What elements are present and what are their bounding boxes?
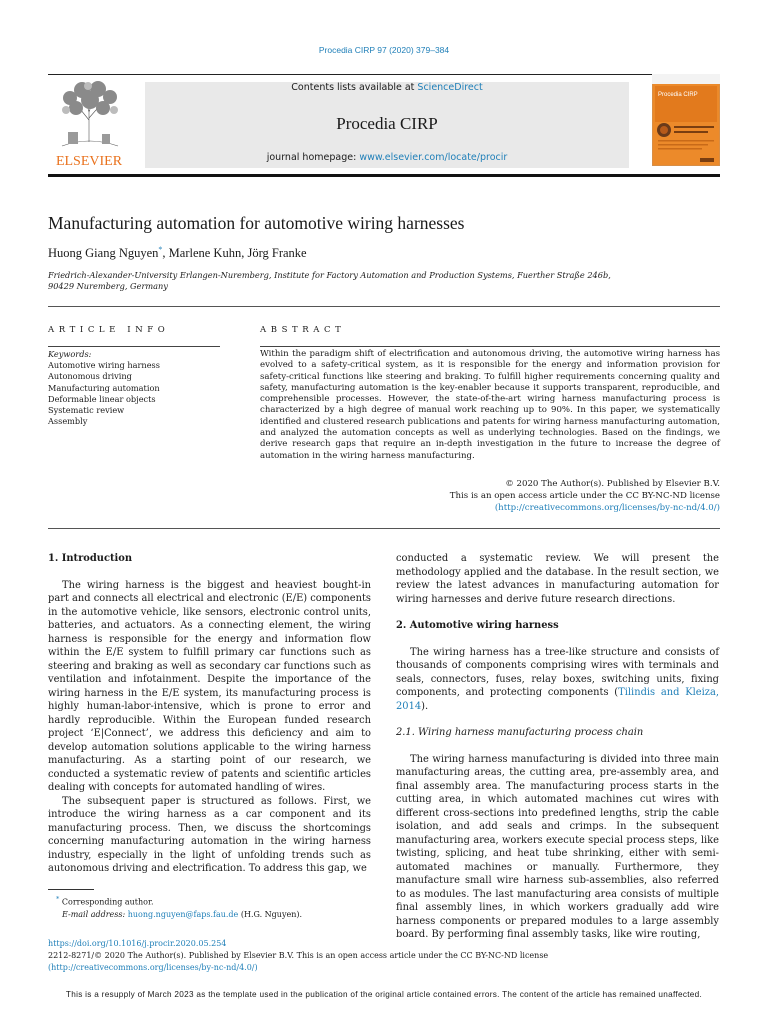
article-title: Manufacturing automation for automotive wiring harnesses <box>48 213 465 233</box>
footnote-rule <box>48 889 94 890</box>
copyright-block <box>260 478 720 515</box>
license-link[interactable]: (http://creativecommons.org/licenses/by-nc-nd/4.0/) <box>494 503 720 514</box>
paragraph-intro-1: The wiring harness is the biggest and heaviest bought-in part and connects all electrical and electronic (E/E) components in the automotive vehicle, like sensors, electronic control units, batteries, and actuators. As a connecting element, the wiring harness is responsible for the energy and information flow within the E/E system to fulfill primary car functions such as steering and braking as well as secondary car functions such as ventilation and infotainment. Despite the importance of the wiring harness in the E/E system, its manufacturing process is highly human-labor-intensive, which is prone to error and hardly reproducible. Within the European funded research project ‘E|Connect’, we address this deficiency and aim to develop automation solutions applicable to the wiring harness manufacturing. As a starting point of our research, we conducted a systematic review of patents and scientific articles dealing with concepts for automated handling of wires. <box>48 579 371 793</box>
email-owner: (H.G. Nguyen). <box>238 909 303 919</box>
keyword-item: Deformable linear objects <box>48 393 156 404</box>
keyword-item: Autonomous driving <box>48 371 132 382</box>
email-label: E-mail address: <box>62 909 128 919</box>
citation-link[interactable]: Tilindis and Kleiza, 2014 <box>396 687 719 712</box>
email-link[interactable]: huong.nguyen@faps.fau.de <box>127 909 239 919</box>
homepage-link[interactable]: www.elsevier.com/locate/procir <box>359 152 508 163</box>
author-list <box>48 245 720 261</box>
keyword-item: Manufacturing automation <box>48 382 160 393</box>
paragraph-sec2-end: ). <box>421 700 429 712</box>
section-heading-introduction: 1. Introduction <box>48 553 133 564</box>
other-authors: , Marlene Kuhn, Jörg Franke <box>162 246 307 261</box>
corresponding-author-label: Corresponding author. <box>61 897 154 907</box>
subsection-heading-process-chain: 2.1. Wiring harness manufacturing process chain <box>396 727 644 738</box>
journal-reference-link[interactable]: Procedia CIRP 97 (2020) 379–384 <box>318 45 450 55</box>
paragraph-intro-2: The subsequent paper is structured as follows. First, we introduce the wiring harness as a car component and its manufacturing process. Then, we discuss the shortcomings concerning manufacturing automation in the wiring harness industry, especially in the light of unfolding trends such as autonomous driving and electrification. To address this gap, we <box>48 795 371 874</box>
contents-prefix: Contents lists available at <box>291 82 418 93</box>
issn-line: 2212-8271/© 2020 The Author(s). Published by Elsevier B.V. This is an open access article under the CC BY-NC-ND license <box>48 951 549 960</box>
corresponding-author-mark[interactable]: * <box>158 245 163 254</box>
masthead-top-rule <box>48 74 720 75</box>
keyword-item: Systematic review <box>48 405 125 416</box>
paragraph-sec21-1: The wiring harness manufacturing is divided into three main manufacturing areas, the cutting area, pre-assembly area, and final assembly area. The manufacturing process starts in the cutting area, in which automated machines cut wires with different cross-sections into predefined lengths, strip the cable isolation, and add seals and crimps. In the subsequent manufacturing area, workers execute special process steps, like twisting, splicing, and heat tube shrinking, either with semi-automated machines or manually. Furthermore, they manufacture small wire harness sub-assemblies, also referred to as modules. The last manufacturing area consists of multiple final assembly lines, in which workers gradually add wire harness components or prepared modules to a large assembly board. By performing final assembly tasks, like wire routing, <box>396 753 719 940</box>
homepage-prefix: journal homepage: <box>266 152 360 163</box>
left-column <box>48 552 371 876</box>
elsevier-logo <box>48 80 130 168</box>
resupply-note: This is a resupply of March 2023 as the template used in the publication of the original article contained errors. The content of the article has remained unaffected. <box>65 990 703 999</box>
article-info-rule <box>48 346 220 347</box>
keyword-item: Automotive wiring harness <box>48 360 160 371</box>
masthead-bottom-rule <box>48 174 720 177</box>
journal-cover-thumbnail[interactable] <box>652 74 720 166</box>
title-divider <box>48 306 720 307</box>
right-column <box>396 552 719 942</box>
cover-title: Procedia CIRP <box>658 92 698 98</box>
affiliation: Friedrich-Alexander-University Erlangen-Nuremberg, Institute for Factory Automation and Production Systems, Fuerther Straße 246b, 90429 Nuremberg, Germany <box>48 270 611 291</box>
abstract-rule <box>260 346 720 347</box>
doi-link[interactable]: https://doi.org/10.1016/j.procir.2020.05.254 <box>48 939 227 948</box>
paragraph-sec2-1 <box>396 646 719 714</box>
keywords-block <box>48 349 238 427</box>
contents-line <box>145 82 629 93</box>
keyword-item: Assembly <box>48 416 88 427</box>
homepage-line <box>145 152 629 163</box>
paragraph-sec2-text: The wiring harness has a tree-like structure and consists of thousands of components comprising wires with terminals and seals, connectors, fuses, relay boxes, switching units, fixing components, and protecting components ( <box>396 646 719 698</box>
footnote-mark: * <box>56 895 60 903</box>
section-heading-wiring-harness: 2. Automotive wiring harness <box>396 620 559 631</box>
abstract-heading: ABSTRACT <box>260 325 346 335</box>
doi-block <box>48 938 720 974</box>
elsevier-wordmark: ELSEVIER <box>55 154 123 168</box>
footer-license-link[interactable]: (http://creativecommons.org/licenses/by-nc-nd/4.0/) <box>48 963 258 972</box>
license-line: This is an open access article under the CC BY-NC-ND license <box>449 491 720 502</box>
abstract-divider <box>48 528 720 529</box>
author-name[interactable]: Huong Giang Nguyen <box>48 246 159 261</box>
abstract-text: Within the paradigm shift of electrification and autonomous driving, the automotive wiring harness has evolved to a safety-critical system, as it is responsible for the energy and information provision for safety-critical functions like steering and braking. To fulfill higher requirements concerning quality and safety, manufacturing automation is the key-enabler because it supports transparent, reproducible, and comprehensible processes. However, the state-of-the-art wiring harness manufacturing process is characterized by a high degree of manual work reaching up to 90%. In this paper, we systematically identified and clustered research publications and patents for wiring harness manufacturing automation, and analyzed the automation concepts as well as underlying technologies. Based on the findings, we derive research gaps that require an in-depth investigation in the future to increase the degree of automation in the wiring harness manufacturing. <box>260 349 720 461</box>
copyright-line: © 2020 The Author(s). Published by Elsevier B.V. <box>505 479 720 489</box>
sciencedirect-link[interactable]: ScienceDirect <box>417 82 483 93</box>
keywords-label: Keywords: <box>48 349 92 359</box>
journal-title: Procedia CIRP <box>336 114 438 133</box>
footnote <box>48 893 368 921</box>
article-info-heading: ARTICLE INFO <box>48 325 170 335</box>
paragraph-intro-2-continued: conducted a systematic review. We will present the methodology applied and the database. In the result section, we review the latest advances in manufacturing automation for wiring harnesses and derive future research directions. <box>396 553 719 605</box>
